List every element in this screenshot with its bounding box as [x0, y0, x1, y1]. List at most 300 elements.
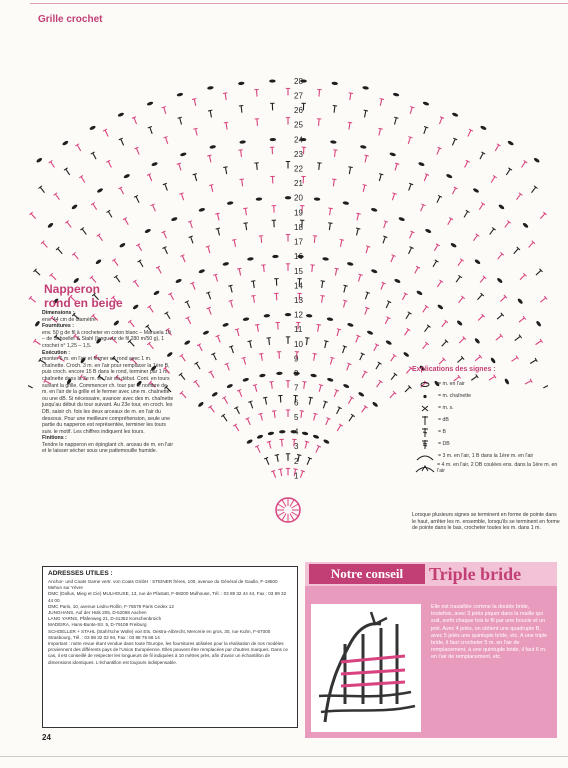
stitch-mark	[227, 364, 230, 370]
stitch-mark	[213, 354, 216, 360]
stitch-mark	[211, 185, 213, 192]
chain-stitch	[425, 228, 432, 234]
stitch-mark	[506, 169, 510, 175]
stitch-mark	[164, 107, 166, 114]
stitch-mark	[365, 111, 366, 118]
chain-stitch	[247, 257, 254, 261]
chain-stitch	[207, 86, 214, 90]
stitch-top	[192, 98, 196, 99]
stitch-mark	[77, 145, 81, 151]
stitch-top	[366, 292, 370, 294]
stitch-mark	[191, 237, 193, 244]
stitch-top	[343, 346, 347, 347]
stitch-top	[278, 469, 282, 470]
stitch-mark	[244, 358, 246, 365]
legend-item	[412, 450, 562, 462]
stitch-mark	[256, 90, 257, 97]
row-number-label: 11	[294, 325, 303, 335]
stitch-mark	[312, 265, 313, 272]
stitch-mark	[348, 398, 351, 404]
stitch-mark	[512, 357, 518, 361]
stitch-mark	[55, 194, 59, 200]
chain-stitch	[123, 173, 130, 179]
chain-stitch	[480, 125, 487, 131]
stitch-mark	[323, 402, 325, 409]
stitch-mark	[394, 118, 396, 125]
address-line: Anchor- und Coats Garne vertr. von Coats GmbH : STEINER frères, 100, avenue du Général de Gaulle, F-18500 Mehun sur Yèvre	[48, 579, 278, 591]
stitch-mark	[82, 229, 86, 235]
stitch-mark	[448, 219, 451, 225]
stitch-mark	[166, 137, 168, 144]
chain-stitch	[393, 92, 400, 97]
stitch-mark	[458, 260, 462, 266]
chain-stitch	[34, 320, 40, 327]
stitch-mark	[257, 446, 260, 452]
stitch-mark	[457, 358, 462, 363]
chain-stitch	[472, 187, 479, 193]
oval-symbol-icon	[412, 379, 438, 390]
stitch-top	[188, 221, 192, 222]
stitch-mark	[230, 286, 232, 293]
stitch-top	[383, 236, 387, 237]
chain-stitch	[330, 140, 337, 144]
row-number-label: 28	[294, 76, 303, 86]
stitch-mark	[253, 296, 254, 303]
stitch-mark	[514, 248, 519, 253]
stitch-mark	[395, 164, 397, 171]
stitch-mark	[456, 277, 460, 283]
chain-stitch	[327, 317, 334, 322]
arc4-symbol-icon	[412, 463, 437, 474]
center-stitch	[290, 500, 294, 507]
chain-stitch	[358, 391, 365, 397]
chain-stitch	[180, 152, 187, 157]
stitch-mark	[209, 155, 211, 162]
stitch-mark	[391, 256, 394, 262]
stitch-mark	[81, 177, 85, 183]
stitch-mark	[196, 363, 200, 369]
stitch-mark	[263, 265, 264, 272]
center-stitch	[291, 512, 298, 516]
stitch-mark	[343, 346, 345, 353]
stitch-mark	[239, 390, 242, 396]
stitch-mark	[224, 398, 227, 404]
chain-stitch	[153, 290, 160, 296]
stitch-top	[237, 268, 241, 269]
chain-stitch	[119, 242, 126, 248]
stitch-mark	[269, 442, 271, 449]
chain-stitch	[398, 216, 405, 221]
stitch-mark	[409, 248, 412, 254]
stitch-mark	[330, 208, 331, 215]
chain-stitch	[422, 101, 429, 106]
pattern-instructions	[42, 310, 174, 455]
stitch-mark	[392, 194, 394, 201]
stitch-top	[251, 295, 255, 296]
stitch-top	[248, 341, 252, 342]
stitch-top	[235, 329, 239, 330]
stitch-top	[258, 413, 262, 414]
chain-stitch	[198, 207, 205, 212]
bottom-rule	[0, 756, 568, 757]
chain-stitch	[176, 92, 183, 97]
stitch-mark	[136, 196, 139, 202]
stitch-mark	[28, 385, 33, 388]
address-line: DMC Paris, 10, avenue Ledru-Rollin, F-75579 Paris Cedex 12	[48, 603, 174, 609]
stitch-mark	[58, 248, 63, 253]
stitch-mark	[93, 204, 97, 210]
stitch-mark	[366, 246, 368, 253]
chain-stitch	[184, 340, 191, 346]
chain-stitch	[306, 314, 313, 318]
x-symbol-icon	[412, 403, 438, 414]
chain-stitch	[198, 269, 205, 274]
row-number-label: 21	[294, 179, 303, 189]
chain-stitch	[342, 201, 349, 205]
stitch-mark	[357, 229, 359, 236]
stitch-mark	[120, 188, 123, 194]
stitch-top	[319, 384, 323, 385]
chain-stitch	[202, 330, 209, 336]
chain-stitch	[243, 317, 250, 322]
chain-stitch	[490, 357, 496, 364]
chain-stitch	[175, 278, 182, 284]
addresses-list	[48, 579, 292, 666]
stitch-mark	[384, 221, 386, 228]
stitch-mark	[138, 245, 141, 251]
chain-stitch	[389, 152, 396, 157]
stitch-mark	[421, 205, 424, 211]
stitch-mark	[239, 269, 240, 276]
stitch-mark	[93, 153, 96, 159]
stitch-mark	[181, 374, 185, 379]
chain-stitch	[371, 269, 378, 274]
stitch-mark	[241, 150, 242, 157]
b-symbol-icon	[412, 427, 438, 438]
stitch-mark	[181, 393, 186, 398]
chain-stitch	[238, 81, 245, 85]
chain-stitch	[264, 314, 271, 318]
stitch-mark	[478, 316, 483, 321]
stitch-mark	[424, 127, 426, 134]
stitch-mark	[247, 419, 250, 425]
chain-stitch	[450, 242, 457, 248]
stitch-mark	[181, 355, 185, 361]
stitch-mark	[330, 358, 332, 365]
stitch-mark	[381, 283, 384, 289]
stitch-mark	[356, 336, 359, 342]
stitch-mark	[520, 275, 525, 280]
stitch-mark	[423, 307, 427, 313]
address-line: DMC (Dollus, Mieg et Cie) MULHOUSE, 13, rue de Pfastatt, F-68200 Mulhouse, Tél. : 03 89 32 44 44, Fax : 03 89 32 44 00	[48, 591, 287, 603]
stitch-top	[364, 110, 368, 111]
stitch-mark	[391, 374, 395, 379]
center-stitch	[282, 513, 286, 520]
stitch-top	[193, 128, 197, 129]
chain-stitch	[418, 161, 425, 166]
stitch-mark	[35, 270, 40, 275]
stitch-mark	[209, 308, 212, 315]
row-number-label: 18	[294, 222, 303, 232]
stitch-mark	[31, 213, 36, 218]
row-number-label: 13	[294, 296, 303, 306]
stitch-mark	[322, 296, 323, 303]
chain-stitch	[302, 431, 309, 436]
stitch-mark	[349, 167, 350, 174]
stitch-mark	[179, 164, 181, 171]
stitch-top	[177, 163, 181, 164]
row-number-label: 14	[294, 281, 303, 291]
stitch-mark	[465, 161, 468, 167]
chain-stitch	[256, 197, 263, 201]
stitch-mark	[475, 356, 480, 360]
row-number-label: 24	[294, 135, 303, 145]
triple-bride-illustration	[311, 604, 421, 732]
legend-item-text: = dB	[438, 417, 449, 423]
stitch-mark	[497, 314, 502, 319]
stitch-mark	[347, 364, 350, 370]
stitch-mark	[495, 145, 499, 151]
stitch-mark	[150, 127, 152, 134]
stitch-mark	[434, 245, 437, 251]
stitch-mark	[437, 196, 440, 202]
row-number-label: 6	[294, 398, 299, 408]
stitch-mark	[350, 93, 351, 100]
stitch-mark	[277, 455, 278, 462]
stitch-mark	[415, 267, 418, 273]
stitch-mark	[380, 99, 382, 106]
stitch-mark	[318, 325, 319, 332]
stitch-mark	[519, 318, 524, 322]
stitch-top	[335, 268, 339, 269]
stitch-top	[364, 155, 368, 156]
stitch-mark	[35, 341, 41, 345]
execution-text: monter 6 m. en l'air et fermer en rond avec 1 m. chaînette. Croch. 3 m. en l'air pour remplacer la 1ère B, puis croch. encore 15 B dans le rond, terminer par 1 m. chaînette dans la 3e m. en l'air du début. Cont. en tours suivant la grille. Commencer ch. tour par le nombre de m. en l'air de la grille et le fermer avec une m. chaînette ou une dB. Si nécessaire, avancer avec des m. chaînette jusqu'au début du tour suivant. Au 23e tour, en croch. les DB, saisir ch. fois les deux arceaux de m. en l'air du dessous. Pour une meilleure compréhension, seule une partie du napperon est représentée, terminer les tours suiv. le motif. Les chiffres indiquent les tours.	[42, 356, 174, 435]
row-number-label: 26	[294, 106, 303, 116]
stitch-mark	[379, 129, 381, 136]
stitch-mark	[477, 295, 482, 300]
legend-item	[412, 414, 562, 426]
db-symbol-icon	[412, 415, 438, 426]
stitch-top	[337, 329, 341, 330]
stitch-mark	[480, 277, 485, 282]
stitch-top	[179, 193, 183, 194]
stitch-mark	[391, 355, 395, 361]
stitch-mark	[531, 187, 535, 193]
row-number-label: 8	[294, 369, 299, 379]
stitch-mark	[225, 167, 226, 174]
conseil-title: Triple bride	[429, 564, 522, 584]
stitch-mark	[337, 329, 339, 336]
stitch-mark	[326, 419, 329, 425]
stitch-mark	[309, 398, 310, 405]
execution-label: Exécution :	[42, 349, 70, 356]
stitch-top	[224, 122, 228, 123]
stitch-top	[163, 137, 167, 138]
chain-stitch	[533, 157, 540, 163]
stitch-top	[228, 285, 232, 286]
stitch-mark	[314, 236, 315, 243]
stitch-mark	[300, 471, 303, 478]
stitch-top	[348, 167, 352, 168]
row-number-label: 10	[294, 339, 303, 349]
stitch-mark	[261, 236, 262, 243]
stitch-top	[248, 401, 252, 402]
stitch-mark	[253, 281, 254, 288]
stitch-mark	[307, 458, 310, 464]
stitch-top	[343, 285, 347, 286]
stitch-mark	[181, 194, 183, 201]
stitch-top	[253, 384, 257, 385]
legend-item	[412, 438, 562, 450]
stitch-top	[267, 441, 271, 442]
row-number-label: 12	[294, 310, 303, 320]
addresses-title: ADRESSES UTILES :	[48, 570, 113, 577]
stitch-mark	[405, 387, 410, 392]
row-number-label: 19	[294, 208, 303, 218]
chain-stitch	[360, 145, 367, 149]
address-line: JUNGHANS, Auf der Hüls 205, D-52068 Aachen	[48, 610, 147, 616]
stitch-mark	[344, 301, 346, 308]
address-line: Important : notre revue étant vendue dans toute l'Europe, les fournitures utilisées pour la réalisation de nos modèles proviennent des différents pays de l'Union Européenne. Elles peuvent être remplacées par d'autres marques. Dans ce cas, il est conseillé de respecter les longueurs de fil indiquées à 10 mètres près, afin d'avoir un échantillon de dimensions identiques. L'échantillon est toujours indispensable.	[48, 641, 288, 665]
stitch-mark	[74, 254, 78, 259]
row-number-label: 7	[294, 383, 299, 393]
stitch-mark	[282, 439, 283, 446]
stitch-top	[366, 246, 370, 247]
row-number-label: 15	[294, 266, 303, 276]
chain-stitch	[385, 340, 392, 346]
stitch-top	[297, 454, 301, 455]
stitch-top	[379, 174, 383, 175]
stitch-mark	[250, 341, 252, 348]
chain-stitch	[117, 112, 124, 117]
stitch-mark	[306, 338, 307, 345]
stitch-mark	[480, 153, 483, 159]
stitch-mark	[250, 402, 252, 409]
stitch-top	[223, 93, 227, 94]
fournitures-text: env. 50 g de fil à crocheter en coton blanc – Manuela 10 – de Schoeller & Stahl (longueur de fil 280 m/50 g), 1 crochet n° 1,25 – 1,5.	[42, 329, 171, 349]
stitch-top	[333, 150, 337, 151]
stitch-mark	[363, 185, 365, 192]
row-number-label: 22	[294, 164, 303, 174]
chain-stitch	[222, 322, 229, 327]
stitch-mark	[261, 354, 262, 361]
stitch-mark	[337, 425, 341, 431]
center-stitch	[290, 513, 294, 520]
stitch-mark	[473, 235, 477, 241]
legend	[412, 378, 562, 474]
row-number-label: 5	[294, 412, 299, 422]
stitch-mark	[208, 293, 210, 300]
stitch-mark	[195, 174, 197, 181]
stitch-mark	[437, 148, 440, 154]
stitch-mark	[265, 398, 266, 405]
stitch-mark	[301, 411, 302, 418]
stitch-mark	[51, 275, 56, 280]
stitch-top	[313, 413, 317, 414]
legend-item	[412, 462, 562, 474]
stitch-mark	[208, 246, 210, 253]
chain-stitch	[371, 207, 378, 212]
stitch-top	[206, 246, 210, 247]
stitch-mark	[210, 372, 213, 378]
stitch-mark	[164, 248, 167, 254]
stitch-top	[410, 106, 414, 107]
chain-stitch	[226, 383, 233, 389]
chain-stitch	[272, 255, 279, 259]
stitch-mark	[170, 294, 173, 300]
stitch-mark	[257, 325, 258, 332]
chain-stitch	[242, 377, 249, 382]
stitch-mark	[51, 162, 55, 168]
stitch-top	[269, 381, 273, 382]
stitch-mark	[114, 260, 118, 266]
chain-stitch	[403, 351, 410, 357]
stitch-mark	[500, 297, 505, 302]
stitch-mark	[425, 326, 429, 332]
stitch-mark	[108, 161, 111, 167]
chain-stitch	[323, 439, 330, 445]
stitch-mark	[135, 281, 139, 287]
stitch-mark	[165, 184, 167, 191]
stitch-top	[408, 137, 412, 138]
chain-stitch	[310, 373, 317, 377]
stitch-top	[378, 128, 382, 129]
finitions-label: Finitions :	[42, 435, 67, 442]
pattern-title	[44, 282, 123, 310]
stitch-mark	[237, 329, 239, 336]
stitch-top	[356, 213, 360, 214]
finitions-text: Tendre le napperon en épinglant ch. arceau de m. en l'air et le laisser sécher sous une pattemouille humide.	[42, 441, 174, 455]
stitch-mark	[529, 242, 534, 247]
stitch-mark	[335, 269, 336, 276]
chain-stitch	[71, 204, 78, 210]
stitch-mark	[108, 211, 112, 217]
stitch-mark	[158, 267, 161, 273]
chain-stitch	[95, 259, 102, 265]
stitch-top	[189, 236, 193, 237]
stitch-mark	[319, 385, 321, 392]
stitch-mark	[67, 222, 71, 228]
row-number-label: 9	[294, 354, 299, 364]
chain-stitch	[256, 434, 263, 439]
stitch-mark	[266, 458, 269, 464]
stitch-mark	[536, 341, 542, 345]
stitch-mark	[105, 130, 108, 136]
section-title: Grille crochet	[38, 14, 103, 25]
stitch-mark	[125, 219, 128, 225]
chain-stitch	[62, 140, 69, 146]
stitch-mark	[405, 330, 409, 336]
stitch-mark	[192, 283, 195, 289]
chain-stitch	[36, 157, 43, 163]
stitch-mark	[442, 341, 447, 346]
stitch-top	[332, 179, 336, 180]
stitch-mark	[408, 137, 410, 144]
legend-item	[412, 378, 562, 390]
chain-stitch	[222, 262, 229, 267]
stitch-top	[207, 155, 211, 156]
row-number-label: 20	[294, 193, 303, 203]
stitch-mark	[235, 425, 239, 431]
stitch-mark	[522, 162, 526, 168]
legend-item-text: = 3 m. en l'air, 1 B dans la 1ère m. en l'air	[438, 453, 534, 459]
stitch-mark	[383, 237, 385, 244]
row-number-label: 3	[294, 442, 299, 452]
stitch-mark	[386, 302, 389, 308]
legend-note: Lorsque plusieurs signes se terminent en forme de pointe dans le haut, arrêter les m. ensemble, lorsqu'ils se terminent en forme de pointe dans le bas, crocheter toutes les m. dans 1 m.	[412, 512, 560, 532]
row-number-label: 1	[294, 471, 299, 481]
